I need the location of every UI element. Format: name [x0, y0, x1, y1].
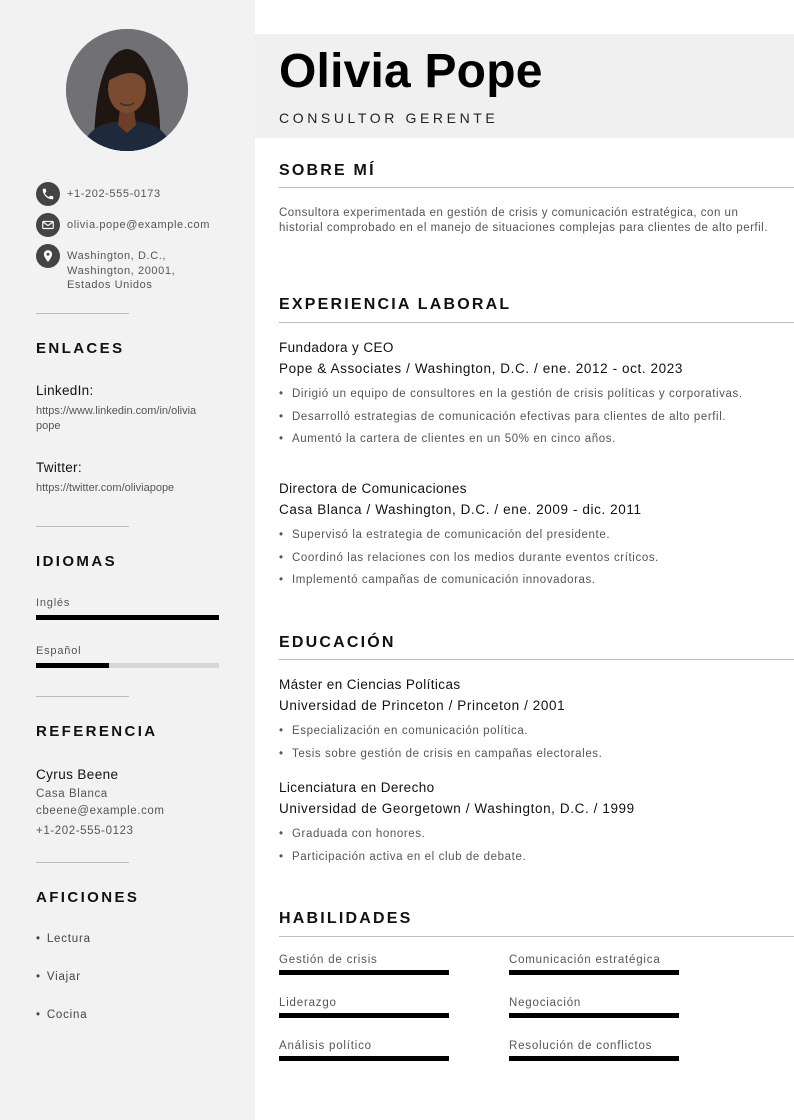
phone-text: +1-202-555-0173	[67, 188, 161, 200]
language-bar-fill	[36, 663, 109, 668]
language-label: Inglés	[36, 597, 71, 609]
skill-item	[279, 954, 449, 975]
experience-bullets	[279, 387, 774, 455]
skill-bar	[509, 970, 679, 975]
email-text[interactable]: olivia.pope@example.com	[67, 219, 210, 231]
language-bar-fill	[36, 615, 219, 620]
language-label: Español	[36, 645, 82, 657]
linkedin-url-line-2[interactable]: pope	[36, 420, 61, 432]
skill-label: Comunicación estratégica	[509, 954, 661, 966]
skill-bar-fill	[279, 970, 449, 975]
skill-bar	[509, 1056, 679, 1061]
list-item: • Aumentó la cartera de clientes en un 50% en cinco años.	[279, 432, 774, 447]
skill-item	[279, 997, 449, 1018]
reference-company: Casa Blanca	[36, 788, 108, 800]
section-divider	[279, 187, 794, 188]
address-line-3: Estados Unidos	[67, 279, 153, 291]
avatar	[66, 29, 188, 151]
experience-bullets	[279, 528, 774, 596]
skill-bar-fill	[509, 1056, 679, 1061]
education-bullets	[279, 724, 774, 769]
education-title: Licenciatura en Derecho	[279, 780, 435, 795]
divider	[36, 313, 129, 314]
skill-bar	[279, 1013, 449, 1018]
divider	[36, 526, 129, 527]
skill-item	[509, 1040, 679, 1061]
contact-phone	[36, 182, 236, 206]
about-text: Consultora experimentada en gestión de crisis y comunicación estratégica, con un historial comprobado en el manejo de situaciones complejas para clientes de alto perfil.	[279, 207, 768, 234]
skill-bar	[279, 970, 449, 975]
experience-title: Directora de Comunicaciones	[279, 481, 467, 496]
address-text	[67, 244, 175, 293]
skill-item	[509, 997, 679, 1018]
list-item: • Tesis sobre gestión de crisis en campañas electorales.	[279, 747, 774, 762]
experience-subtitle: Casa Blanca / Washington, D.C. / ene. 2009 - dic. 2011	[279, 502, 642, 517]
location-icon	[36, 244, 60, 268]
main-content	[255, 0, 794, 1120]
education-subtitle: Universidad de Georgetown / Washington, D.C. / 1999	[279, 801, 635, 816]
list-item: • Coordinó las relaciones con los medios durante eventos críticos.	[279, 551, 774, 566]
experience-title: Fundadora y CEO	[279, 340, 394, 355]
skill-label: Negociación	[509, 997, 582, 1009]
section-divider	[279, 322, 794, 323]
list-item: • Dirigió un equipo de consultores en la gestión de crisis políticas y corporativas.	[279, 387, 774, 402]
twitter-url[interactable]: https://twitter.com/oliviapope	[36, 482, 175, 494]
page-title: Olivia Pope	[279, 45, 543, 98]
experience-subtitle: Pope & Associates / Washington, D.C. / ene. 2012 - oct. 2023	[279, 361, 683, 376]
avatar-portrait	[66, 29, 188, 151]
list-item: • Especialización en comunicación política.	[279, 724, 774, 739]
language-bar	[36, 663, 219, 668]
sidebar	[0, 0, 255, 1120]
skill-label: Liderazgo	[279, 997, 337, 1009]
section-divider	[279, 659, 794, 660]
hobbies-heading: AFICIONES	[36, 889, 140, 906]
reference-name: Cyrus Beene	[36, 767, 119, 782]
skill-bar	[509, 1013, 679, 1018]
twitter-label: Twitter:	[36, 460, 82, 475]
job-title: CONSULTOR GERENTE	[279, 110, 499, 126]
contact-email	[36, 213, 236, 237]
links-heading: ENLACES	[36, 340, 125, 357]
list-item: • Participación activa en el club de debate.	[279, 850, 774, 865]
divider	[36, 696, 129, 697]
education-subtitle: Universidad de Princeton / Princeton / 2001	[279, 698, 566, 713]
skill-bar-fill	[509, 970, 679, 975]
education-bullets	[279, 827, 774, 872]
languages-heading: IDIOMAS	[36, 553, 117, 570]
skill-item	[509, 954, 679, 975]
section-divider	[279, 936, 794, 937]
list-item: • Implementó campañas de comunicación innovadoras.	[279, 573, 774, 588]
linkedin-url[interactable]	[36, 404, 221, 434]
linkedin-url-line-1[interactable]: https://www.linkedin.com/in/olivia	[36, 405, 197, 417]
hobby-item: • Cocina	[36, 1009, 87, 1021]
divider	[36, 862, 129, 863]
skill-bar-fill	[509, 1013, 679, 1018]
skills-heading: HABILIDADES	[279, 910, 413, 927]
email-icon	[36, 213, 60, 237]
address-line-1: Washington, D.C.,	[67, 250, 167, 262]
language-bar	[36, 615, 219, 620]
skill-item	[279, 1040, 449, 1061]
address-line-2: Washington, 20001,	[67, 264, 176, 277]
list-item: • Supervisó la estrategia de comunicación del presidente.	[279, 528, 774, 543]
skill-bar-fill	[279, 1056, 449, 1061]
education-heading: EDUCACIÓN	[279, 634, 396, 651]
phone-icon	[36, 182, 60, 206]
skill-label: Análisis político	[279, 1040, 372, 1052]
linkedin-label: LinkedIn:	[36, 383, 94, 398]
hobby-item: • Viajar	[36, 971, 81, 983]
skill-label: Gestión de crisis	[279, 954, 378, 966]
list-item: • Graduada con honores.	[279, 827, 774, 842]
list-item: • Desarrolló estrategias de comunicación efectivas para clientes de alto perfil.	[279, 410, 774, 425]
reference-heading: REFERENCIA	[36, 723, 158, 740]
skill-bar	[279, 1056, 449, 1061]
contact-block	[36, 182, 236, 300]
skill-label: Resolución de conflictos	[509, 1040, 653, 1052]
reference-phone: +1-202-555-0123	[36, 825, 134, 837]
reference-email[interactable]: cbeene@example.com	[36, 805, 165, 817]
education-title: Máster en Ciencias Políticas	[279, 677, 461, 692]
experience-heading: EXPERIENCIA LABORAL	[279, 296, 512, 313]
about-heading: SOBRE MÍ	[279, 162, 376, 179]
hobby-item: • Lectura	[36, 933, 91, 945]
contact-address	[36, 244, 236, 293]
skill-bar-fill	[279, 1013, 449, 1018]
